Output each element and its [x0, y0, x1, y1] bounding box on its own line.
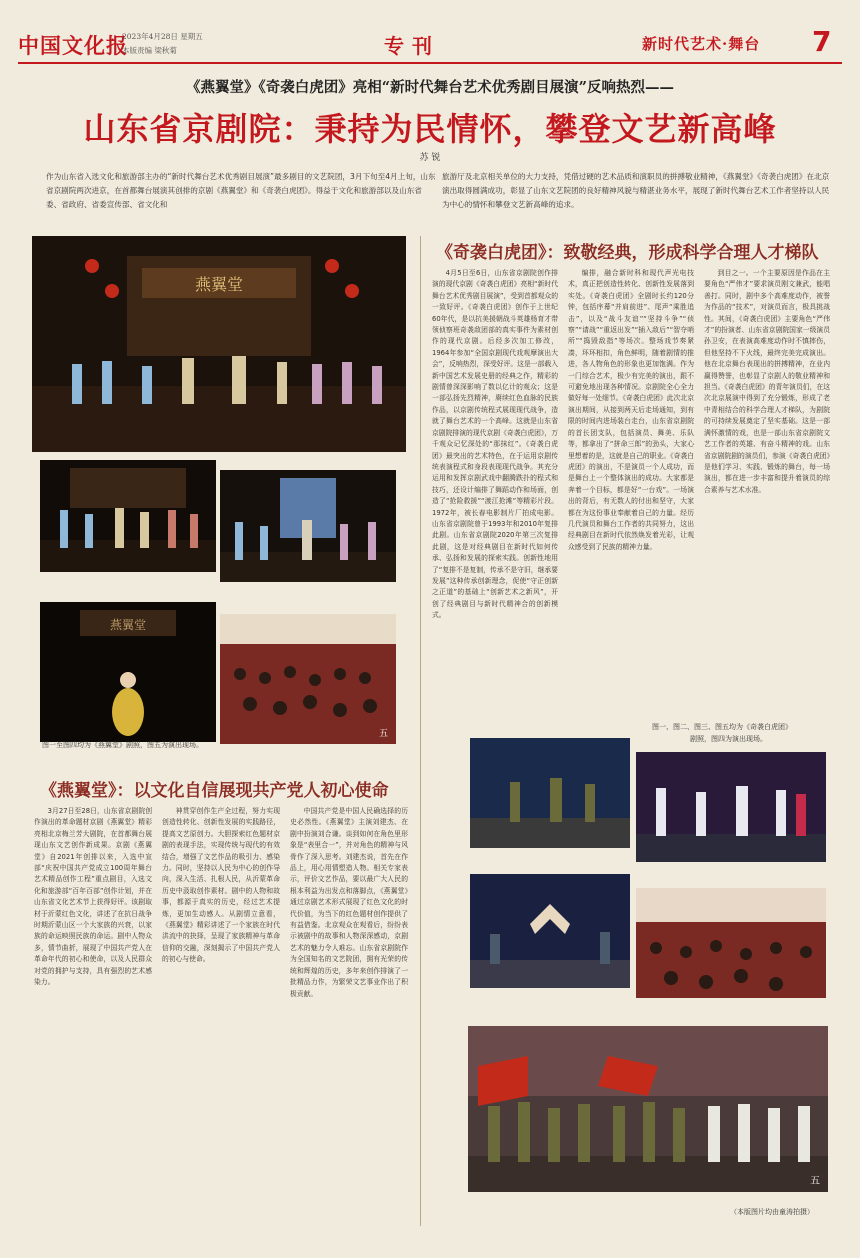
page-editor: 本版责编 梁秋菊	[122, 46, 177, 55]
right-caption-line-a: 图一、图二、图三、图五均为《奇袭白虎团》	[652, 723, 792, 731]
section-title: 新时代艺术·舞台	[642, 35, 761, 53]
qixi-photo-4-audience	[636, 888, 826, 998]
yanyi-section-title: 《燕翼堂》：以文化自信展现共产党人初心使命	[40, 781, 389, 801]
left-photo-caption: 图一至图四均为《燕翼堂》剧照，图五为演出现场。	[42, 741, 203, 749]
yanyi-photo-4	[40, 602, 216, 742]
lead-paragraph-right: 旅游厅及北京相关单位的大力支持，凭借过硬的艺术品质和演职员的拼搏敬业精神，《燕翼堂》《奇袭白虎团》在北京演出取得圆满成功，彰显了山东文艺院团的良好精神风貌与精湛业务水平，展现了新时代舞台艺术工作者坚持以人民为中心的情怀和攀登文艺新高峰的追求。	[442, 172, 830, 210]
qixi-section-title: 《奇袭白虎团》：致敬经典，形成科学合理人才梯队	[436, 243, 819, 263]
photo-number-five-right: 五	[810, 1176, 820, 1187]
article-kicker: 《燕翼堂》《奇袭白虎团》亮相“新时代舞台艺术优秀剧目展演”反响热烈——	[186, 79, 674, 96]
qixi-photo-5	[468, 1026, 828, 1192]
article-byline: 苏 锐	[419, 153, 441, 163]
qixi-photo-2	[636, 752, 826, 862]
qixi-photo-3	[470, 874, 630, 988]
center-divider	[420, 236, 421, 1226]
right-caption-line-b: 剧照，图四为演出现场。	[690, 735, 767, 743]
page-number: 7	[812, 25, 832, 58]
yanyi-column-1: 3月27日至28日，山东省京剧院创作演出的革命题材京剧《燕翼堂》精彩亮相北京梅兰芳大剧院，在首都舞台展现山东文艺创作新成果。京剧《燕翼堂》自2021年创排以来，入选中宣部“庆祝中国共产党成立100周年舞台艺术精品创作工程”重点剧目，入选文化和旅游部“百年百部”创作计划，并在山东省文化艺术节上获得好评。该剧取材于沂蒙红色文化，讲述了在抗日战争时期沂蒙山区一个大家族的兴衰，以家族的命运映照民族的命运。剧中人物众多，情节曲折，展现了中国共产党人在革命年代的初心和使命，以及人民群众对党的拥护与支持，具有强烈的艺术感染力。	[34, 807, 152, 987]
qixi-column-1: 4月5日至6日，山东省京剧院创作排演的现代京剧《奇袭白虎团》亮相“新时代舞台艺术优秀剧目展演”，受到首都观众的一致好评。《奇袭白虎团》创作于上世纪60年代，是以抗美援朝战斗英雄杨育才带领侦察班奇袭敌团部的真实事件为素材创作的现代京剧。后经多次加工修改，1964年参加“全国京剧现代戏观摩演出大会”，反响热烈，深受好评。这是一部载入新中国艺术发展史册的经典之作，精彩的剧情曾深深影响了数以亿计的观众；这是一部弘扬先烈精神，赓续红色血脉的民族作品，以京剧传统程式展现现代战争，造就了舞台艺术的一个高峰。这就是山东省京剧院排演的现代京剧《奇袭白虎团》，万千观众记忆深处的“那抹红”。《奇袭白虎团》最突出的艺术特色，在于运用京剧传统表演程式和身段表现现代战争。其充分运用和发挥京剧武戏中翻腾跌扑的程式和技巧，还设计编排了舞蹈动作和场面，创造了“抢险救援”“渡江抢滩”等精彩片段。1972年，被长春电影制片厂拍成电影。山东省京剧院曾于1993年和2010年复排此剧。山东省京剧院2020年第三次复排此剧，这是对经典剧目在新时代如何传承、弘扬和发展的探索实践。创新性地用了“复排不是复制，传承不是守旧，继承要发展”这种传承创新理念，促使“守正创新之正道”的基础上“创新艺术之新风”，开创了经典剧目与新时代精神合的创新模式。	[432, 269, 558, 620]
yanyi-column-3: 中国共产党是中国人民确选择的历史必然性。《燕翼堂》主演刘建杰、在剧中扮演刘合谦。谈到如何在角色里形象是“表里合一”，并对角色的精神与风骨作了深入思考。刘建杰说，首先在作品上，用心用情塑造人物。相关专家表示，评价文艺作品，要以最广大人民的根本利益为出发点和落脚点，《燕翼堂》通过京剧艺术形式展现了红色文化的时代价值，为当下的红色题材创作提供了有益借鉴。北京观众在观看后，纷纷表示被剧中的故事和人物深深感动，京剧艺术的魅力令人难忘。山东省京剧院作为全国知名的文艺院团，拥有光荣的传统和辉煌的历史，多年来创作排演了一批精品力作，为繁荣文艺事业作出了积极贡献。	[290, 807, 408, 998]
article-headline: 山东省京剧院：秉持为民情怀，攀登文艺新高峰	[83, 110, 777, 148]
photo-number-five-left: 五	[378, 729, 388, 739]
yanyi-photo-3	[220, 470, 396, 582]
qixi-photo-1	[470, 738, 630, 848]
photo-credit: （本版图片均由童涛拍摄）	[730, 1208, 814, 1216]
header-rule	[18, 62, 842, 64]
yanyi-photo-2	[40, 460, 216, 572]
yanyi-photo-1	[32, 236, 406, 452]
yanyi-column-2: 神贯穿创作生产全过程，努力实现创造性转化、创新性发展的实践路径，提高文艺原创力。大胆探索红色题材京剧的表现手法，实现传统与现代的有效结合，增强了文艺作品的吸引力、感染力。同时，坚持以人民为中心的创作导向，深入生活、扎根人民，从沂蒙革命历史中汲取创作素材。剧中的人物和故事，都源于真实的历史，经过艺术提炼，更加生动感人。从剧情立意看，《燕翼堂》精彩讲述了一个家族在时代洪流中的抉择，呈现了家族精神与革命信仰的交融，深刻揭示了中国共产党人的初心与使命。	[162, 807, 280, 964]
issue-date: 2023年4月28日 星期五	[122, 32, 203, 41]
yanyi-photo-5-audience	[220, 614, 396, 744]
newspaper-logo: 中国文化报	[18, 33, 128, 58]
special-edition-label: 专刊	[384, 34, 440, 58]
qixi-column-3: 到目之一。一个主要原因是作品在主要角色“严伟才”要求演员刚文兼武，能唱善打。同时，剧中多个高难度动作，被誉为作品的“技术”，对演员而言，极具挑战性。其间，《奇袭白虎团》主要角色“严伟才”的扮演者、山东省京剧院国家一级演员孙卫安，在表演高难度动作时不慎摔伤，但他坚持不下火线，最终完美完成演出。他在北京舞台表现出的拼搏精神，在业内赢得赞誉，也彰显了京剧人的敬业精神和担当。《奇袭白虎团》的青年演员们，在这次北京展演中得到了充分锻炼，形成了老中青相结合的科学合理人才梯队，为剧院的可持续发展奠定了坚实基础。这是一部满怀激情的戏，也是一部山东省京剧院文艺工作者的英雄、有奋斗精神的戏。山东省京剧院剧的演员们，参演《奇袭白虎团》是他们学习、实践、锻炼的舞台，每一场演出，都在进一步丰富和提升着演员的综合素养与艺术水准。	[704, 269, 830, 494]
qixi-column-2: 编排，融合新时科和现代声光电技术，真正把创造性转化、创新性发展落到实处。《奇袭白虎团》全剧时长约120分钟，包括序幕“并肩前进”、尾声“乘胜追击”，以及“战斗友谊”“坚持斗争”“侦察”“请战”“重返出发”“插入敌后”“智夺哨所”“捣毁敌指”等场次。整场戏节奏紧凑，环环相扣，角色鲜明，随着剧情的推进，各人物角色的形象也更加饱满。作为一门综合艺术，极少有完美的演出，跟不可避免地出现各种情况。京剧院全心全力做好每一处细节。《奇袭白虎团》此次北京演出期间，从接到两天后走场通知，到有限的时间内进场装台走台，山东省京剧院的首长团支队，包括演员、舞美、乐队等，都拿出了“拼命三郎”的劲头，大家心里想着的是，这就是自己的职业。《奇袭白虎团》的演出，不是演员一个人成功，而是舞台上一个整体演出的成功。大家都是奔着一个目标，都是好“一台戏”。一场演出的背后，有无数人的付出和坚守，大家都在为这份事业奉献着自己的力量。经历几代演员和舞台工作者的共同努力，这出经典剧目在新时代依然焕发着光彩，让观众感受到了民族的精神力量。	[568, 269, 694, 551]
yanyi-plaque-small: 燕翼堂	[109, 618, 147, 632]
yanyi-plaque: 燕翼堂	[194, 275, 244, 294]
lead-paragraph-left: 作为山东省入选文化和旅游部主办的“新时代舞台艺术优秀剧目展演”最多剧目的文艺院团，3月下旬至4月上旬，山东省京剧院两次进京，在首都舞台展演其创排的京剧《燕翼堂》和《奇袭白虎团》。得益于文化和旅游部以及山东省委、省政府、省委宣传部、省文化和	[46, 172, 436, 210]
